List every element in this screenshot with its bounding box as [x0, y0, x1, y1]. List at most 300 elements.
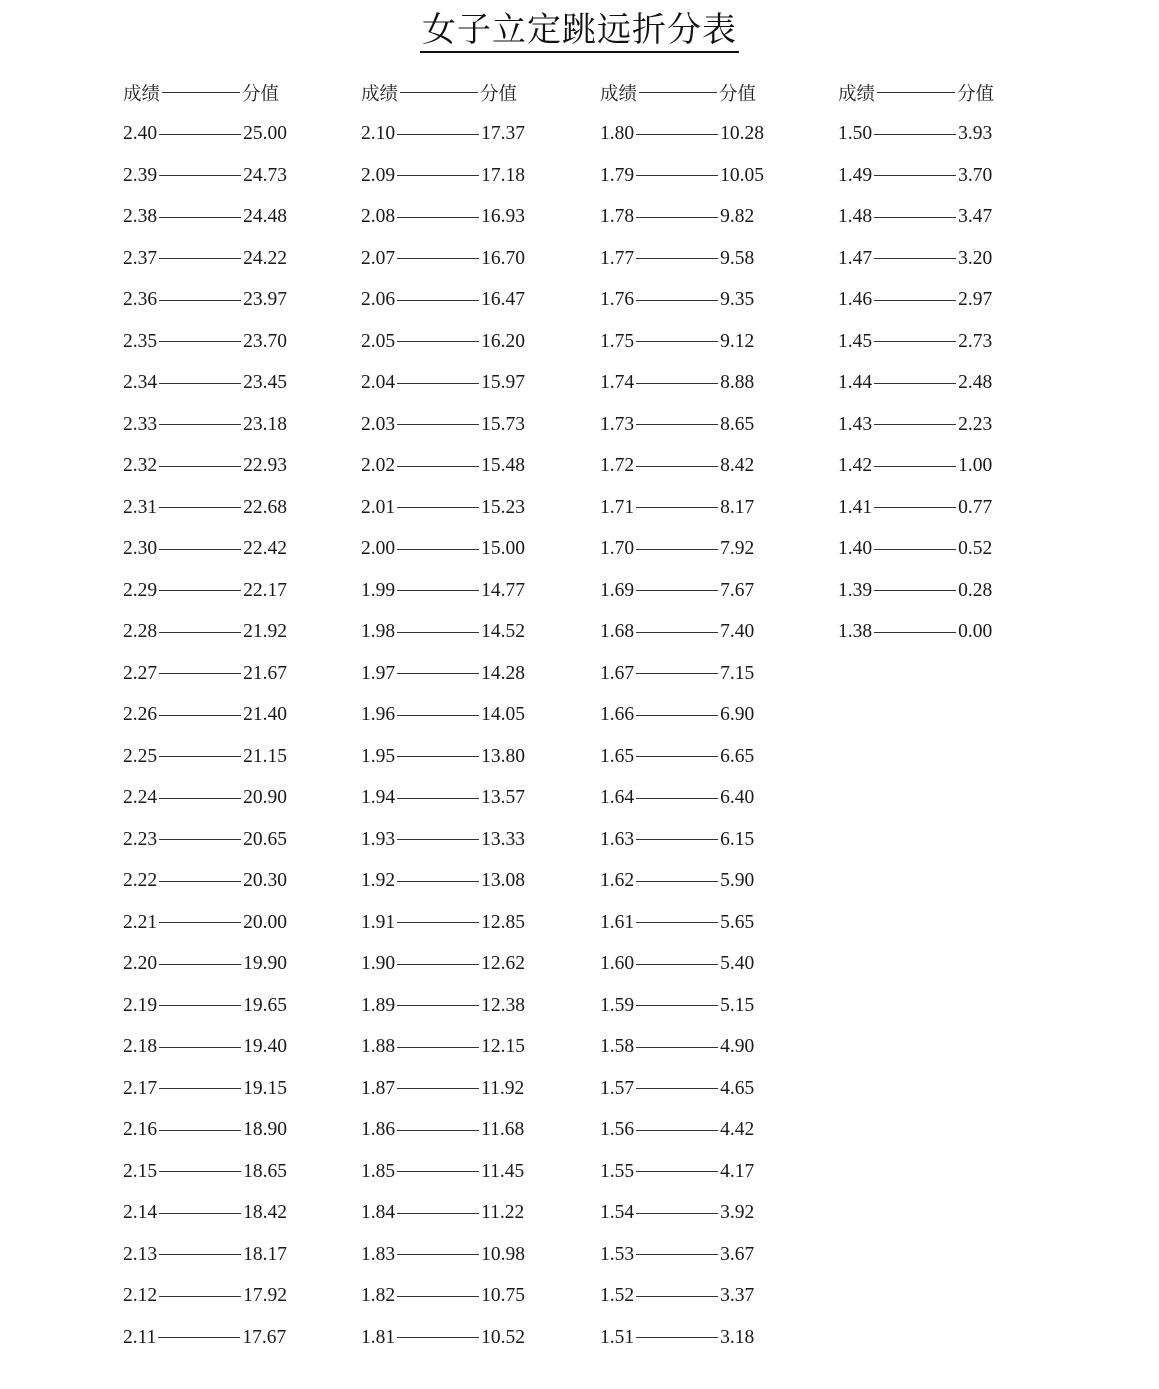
leader-dash [397, 1337, 479, 1338]
score-row [600, 1317, 764, 1359]
score-value: 1.50 [838, 123, 873, 145]
points-value: 16.47 [481, 289, 525, 311]
score-value: 2.40 [123, 123, 158, 145]
points-value: 8.88 [720, 372, 755, 394]
score-value: 1.81 [361, 1326, 396, 1348]
score-row [361, 778, 525, 820]
leader-dash [159, 175, 241, 176]
score-row [361, 1276, 525, 1318]
score-row [600, 404, 764, 446]
points-value: 24.73 [243, 164, 287, 186]
score-row [123, 529, 287, 571]
score-column [600, 72, 764, 1359]
score-value: 1.69 [600, 579, 635, 601]
score-value: 1.83 [361, 1243, 396, 1265]
leader-dash [159, 1213, 241, 1214]
score-value: 2.01 [361, 496, 396, 518]
leader-dash [397, 217, 479, 218]
score-row [123, 404, 287, 446]
leader-dash [159, 715, 241, 716]
points-value: 15.73 [481, 413, 525, 435]
score-value: 2.26 [123, 704, 158, 726]
points-value: 10.28 [720, 123, 764, 145]
score-row [123, 695, 287, 737]
score-row [361, 570, 525, 612]
score-row [361, 1068, 525, 1110]
score-value: 1.63 [600, 828, 635, 850]
score-value: 1.66 [600, 704, 635, 726]
leader-dash [397, 466, 479, 467]
score-value: 1.74 [600, 372, 635, 394]
score-row [600, 1027, 764, 1069]
leader-dash [636, 1088, 718, 1089]
leader-dash [874, 134, 956, 135]
score-row [838, 321, 994, 363]
leader-dash [636, 1047, 718, 1048]
score-row [838, 155, 994, 197]
leader-dash [636, 673, 718, 674]
leader-dash [159, 881, 241, 882]
leader-dash [636, 590, 718, 591]
score-row [123, 902, 287, 944]
leader-dash [159, 1047, 241, 1048]
score-row [361, 736, 525, 778]
leader-dash [397, 1088, 479, 1089]
score-value: 2.27 [123, 662, 158, 684]
leader-dash [397, 258, 479, 259]
score-row [600, 114, 764, 156]
points-value: 0.77 [958, 496, 993, 518]
score-value: 1.40 [838, 538, 873, 560]
score-row [600, 487, 764, 529]
leader-dash [159, 590, 241, 591]
leader-dash [636, 1337, 718, 1338]
column-header [838, 72, 994, 114]
points-value: 23.97 [243, 289, 287, 311]
leader-dash [636, 839, 718, 840]
score-value: 1.51 [600, 1326, 635, 1348]
column-header [600, 72, 764, 114]
points-value: 20.90 [243, 787, 287, 809]
leader-dash [636, 1213, 718, 1214]
points-value: 17.18 [481, 164, 525, 186]
score-value: 2.17 [123, 1077, 158, 1099]
score-value: 2.16 [123, 1119, 158, 1141]
leader-dash [397, 964, 479, 965]
leader-dash [159, 798, 241, 799]
score-value: 1.68 [600, 621, 635, 643]
score-row [361, 197, 525, 239]
score-value: 1.58 [600, 1036, 635, 1058]
score-row [123, 1110, 287, 1152]
score-row [600, 529, 764, 571]
leader-dash [397, 632, 479, 633]
points-value: 3.47 [958, 206, 993, 228]
points-value: 9.35 [720, 289, 755, 311]
score-value: 1.70 [600, 538, 635, 560]
leader-dash [159, 507, 241, 508]
leader-dash [397, 549, 479, 550]
leader-dash [159, 217, 241, 218]
leader-dash [874, 341, 956, 342]
leader-dash [397, 590, 479, 591]
score-row [361, 1193, 525, 1235]
leader-dash [397, 798, 479, 799]
score-value: 1.56 [600, 1119, 635, 1141]
score-value: 1.82 [361, 1285, 396, 1307]
leader-dash [397, 1296, 479, 1297]
score-row [838, 570, 994, 612]
points-value: 6.90 [720, 704, 755, 726]
points-value: 15.00 [481, 538, 525, 560]
score-row [838, 404, 994, 446]
points-value: 23.18 [243, 413, 287, 435]
points-value: 22.93 [243, 455, 287, 477]
column-header [361, 72, 525, 114]
leader-dash [636, 258, 718, 259]
score-row [361, 819, 525, 861]
points-value: 2.73 [958, 330, 993, 352]
points-value: 9.58 [720, 247, 755, 269]
leader-dash [159, 383, 241, 384]
header-points-label: 分值 [480, 83, 518, 105]
header-score-label: 成绩 [838, 83, 876, 105]
points-value: 7.92 [720, 538, 755, 560]
score-value: 2.30 [123, 538, 158, 560]
header-points-label: 分值 [242, 83, 280, 105]
score-value: 2.24 [123, 787, 158, 809]
points-value: 15.48 [481, 455, 525, 477]
leader-dash [159, 1171, 241, 1172]
score-row [123, 1151, 287, 1193]
points-value: 10.75 [481, 1285, 525, 1307]
score-row [123, 570, 287, 612]
leader-dash [636, 1005, 718, 1006]
header-points-label: 分值 [957, 83, 995, 105]
points-value: 14.77 [481, 579, 525, 601]
points-value: 3.93 [958, 123, 993, 145]
score-row [600, 1068, 764, 1110]
points-value: 10.05 [720, 164, 764, 186]
score-row [361, 487, 525, 529]
score-value: 2.38 [123, 206, 158, 228]
points-value: 17.37 [481, 123, 525, 145]
score-value: 2.07 [361, 247, 396, 269]
score-value: 2.37 [123, 247, 158, 269]
leader-dash [874, 300, 956, 301]
points-value: 19.90 [243, 953, 287, 975]
score-value: 1.65 [600, 745, 635, 767]
points-value: 12.62 [481, 953, 525, 975]
leader-dash [636, 922, 718, 923]
points-value: 21.15 [243, 745, 287, 767]
points-value: 4.17 [720, 1160, 755, 1182]
leader-dash [397, 175, 479, 176]
leader-dash [636, 383, 718, 384]
leader-dash [636, 881, 718, 882]
leader-dash [636, 549, 718, 550]
score-row [838, 114, 994, 156]
score-value: 1.54 [600, 1202, 635, 1224]
leader-dash [636, 424, 718, 425]
score-row [123, 1193, 287, 1235]
points-value: 12.85 [481, 911, 525, 933]
score-row [123, 1276, 287, 1318]
score-value: 1.75 [600, 330, 635, 352]
leader-dash [397, 134, 479, 135]
score-row [361, 529, 525, 571]
points-value: 16.20 [481, 330, 525, 352]
score-value: 1.84 [361, 1202, 396, 1224]
points-value: 1.00 [958, 455, 993, 477]
leader-dash [397, 1130, 479, 1131]
score-row [361, 1027, 525, 1069]
score-value: 1.60 [600, 953, 635, 975]
score-row [600, 653, 764, 695]
points-value: 2.97 [958, 289, 993, 311]
points-value: 16.70 [481, 247, 525, 269]
leader-dash [636, 1254, 718, 1255]
leader-dash [162, 92, 240, 93]
leader-dash [877, 92, 955, 93]
leader-dash [636, 1171, 718, 1172]
points-value: 2.48 [958, 372, 993, 394]
points-value: 11.68 [481, 1119, 525, 1141]
score-value: 2.04 [361, 372, 396, 394]
leader-dash [874, 424, 956, 425]
header-score-label: 成绩 [123, 83, 161, 105]
leader-dash [636, 798, 718, 799]
leader-dash [874, 632, 956, 633]
score-value: 1.94 [361, 787, 396, 809]
points-value: 19.40 [243, 1036, 287, 1058]
score-value: 1.98 [361, 621, 396, 643]
points-value: 18.65 [243, 1160, 287, 1182]
score-row [123, 1317, 287, 1359]
score-row [361, 612, 525, 654]
points-value: 10.98 [481, 1243, 525, 1265]
score-row [600, 321, 764, 363]
leader-dash [636, 715, 718, 716]
points-value: 14.05 [481, 704, 525, 726]
score-value: 1.39 [838, 579, 873, 601]
points-value: 18.90 [243, 1119, 287, 1141]
leader-dash [397, 756, 479, 757]
score-row [361, 238, 525, 280]
points-value: 19.65 [243, 994, 287, 1016]
column-header [123, 72, 287, 114]
points-value: 0.00 [958, 621, 993, 643]
score-row [361, 114, 525, 156]
score-row [361, 902, 525, 944]
leader-dash [636, 466, 718, 467]
score-value: 1.85 [361, 1160, 396, 1182]
points-value: 3.20 [958, 247, 993, 269]
leader-dash [159, 134, 241, 135]
leader-dash [636, 756, 718, 757]
score-row [361, 155, 525, 197]
score-value: 1.76 [600, 289, 635, 311]
points-value: 3.67 [720, 1243, 755, 1265]
score-value: 1.38 [838, 621, 873, 643]
leader-dash [397, 1047, 479, 1048]
score-value: 2.11 [123, 1326, 157, 1348]
score-value: 1.48 [838, 206, 873, 228]
leader-dash [636, 341, 718, 342]
points-value: 15.23 [481, 496, 525, 518]
points-value: 20.65 [243, 828, 287, 850]
score-row [361, 1110, 525, 1152]
score-value: 1.57 [600, 1077, 635, 1099]
score-row [123, 114, 287, 156]
score-row [600, 363, 764, 405]
score-value: 1.53 [600, 1243, 635, 1265]
score-row [123, 653, 287, 695]
leader-dash [397, 1213, 479, 1214]
header-score-label: 成绩 [600, 83, 638, 105]
score-row [123, 944, 287, 986]
leader-dash [159, 964, 241, 965]
leader-dash [636, 632, 718, 633]
leader-dash [159, 839, 241, 840]
points-value: 14.28 [481, 662, 525, 684]
leader-dash [159, 300, 241, 301]
score-row [600, 197, 764, 239]
score-row [600, 1276, 764, 1318]
score-value: 1.86 [361, 1119, 396, 1141]
score-row [123, 446, 287, 488]
header-score-label: 成绩 [361, 83, 399, 105]
score-value: 2.18 [123, 1036, 158, 1058]
score-row [123, 487, 287, 529]
points-value: 14.52 [481, 621, 525, 643]
points-value: 12.15 [481, 1036, 525, 1058]
points-value: 25.00 [243, 123, 287, 145]
score-value: 2.15 [123, 1160, 158, 1182]
score-row [600, 570, 764, 612]
score-value: 1.62 [600, 870, 635, 892]
score-value: 1.77 [600, 247, 635, 269]
score-value: 2.25 [123, 745, 158, 767]
score-value: 1.49 [838, 164, 873, 186]
score-value: 1.46 [838, 289, 873, 311]
points-value: 3.70 [958, 164, 993, 186]
points-value: 3.37 [720, 1285, 755, 1307]
leader-dash [874, 175, 956, 176]
leader-dash [159, 549, 241, 550]
score-value: 1.61 [600, 911, 635, 933]
score-value: 1.47 [838, 247, 873, 269]
points-value: 5.15 [720, 994, 755, 1016]
score-row [361, 861, 525, 903]
points-value: 4.65 [720, 1077, 755, 1099]
leader-dash [159, 1254, 241, 1255]
score-row [123, 778, 287, 820]
score-row [600, 1110, 764, 1152]
score-value: 1.99 [361, 579, 396, 601]
score-row [123, 321, 287, 363]
leader-dash [397, 715, 479, 716]
points-value: 6.65 [720, 745, 755, 767]
score-row [361, 985, 525, 1027]
page-title [0, 6, 1159, 54]
score-value: 2.21 [123, 911, 158, 933]
points-value: 11.22 [481, 1202, 525, 1224]
points-value: 18.17 [243, 1243, 287, 1265]
score-value: 2.03 [361, 413, 396, 435]
leader-dash [159, 1005, 241, 1006]
leader-dash [636, 134, 718, 135]
score-row [123, 861, 287, 903]
score-value: 2.08 [361, 206, 396, 228]
points-value: 5.65 [720, 911, 755, 933]
leader-dash [397, 424, 479, 425]
score-column [123, 72, 287, 1359]
score-value: 2.23 [123, 828, 158, 850]
score-value: 2.33 [123, 413, 158, 435]
score-row [361, 280, 525, 322]
score-value: 2.35 [123, 330, 158, 352]
leader-dash [159, 424, 241, 425]
leader-dash [636, 964, 718, 965]
points-value: 13.80 [481, 745, 525, 767]
points-value: 17.92 [243, 1285, 287, 1307]
points-value: 7.15 [720, 662, 755, 684]
leader-dash [636, 175, 718, 176]
leader-dash [159, 673, 241, 674]
points-value: 3.18 [720, 1326, 755, 1348]
score-value: 1.52 [600, 1285, 635, 1307]
points-value: 15.97 [481, 372, 525, 394]
score-value: 2.13 [123, 1243, 158, 1265]
leader-dash [397, 673, 479, 674]
points-value: 7.40 [720, 621, 755, 643]
points-value: 9.12 [720, 330, 755, 352]
leader-dash [874, 590, 956, 591]
score-value: 2.19 [123, 994, 158, 1016]
score-row [361, 695, 525, 737]
score-row [600, 778, 764, 820]
score-row [600, 155, 764, 197]
score-value: 2.31 [123, 496, 158, 518]
score-row [123, 1234, 287, 1276]
score-row [361, 944, 525, 986]
score-value: 2.10 [361, 123, 396, 145]
score-row [123, 363, 287, 405]
score-row [123, 612, 287, 654]
score-value: 2.00 [361, 538, 396, 560]
score-row [838, 363, 994, 405]
score-value: 2.09 [361, 164, 396, 186]
score-value: 1.89 [361, 994, 396, 1016]
leader-dash [397, 1254, 479, 1255]
points-value: 21.92 [243, 621, 287, 643]
score-value: 2.32 [123, 455, 158, 477]
score-row [600, 695, 764, 737]
leader-dash [159, 341, 241, 342]
score-row [600, 238, 764, 280]
score-row [600, 1193, 764, 1235]
leader-dash [397, 383, 479, 384]
leader-dash [159, 1296, 241, 1297]
leader-dash [874, 217, 956, 218]
leader-dash [159, 922, 241, 923]
points-value: 22.17 [243, 579, 287, 601]
score-row [361, 653, 525, 695]
score-row [838, 612, 994, 654]
score-column [361, 72, 525, 1359]
score-row [600, 446, 764, 488]
